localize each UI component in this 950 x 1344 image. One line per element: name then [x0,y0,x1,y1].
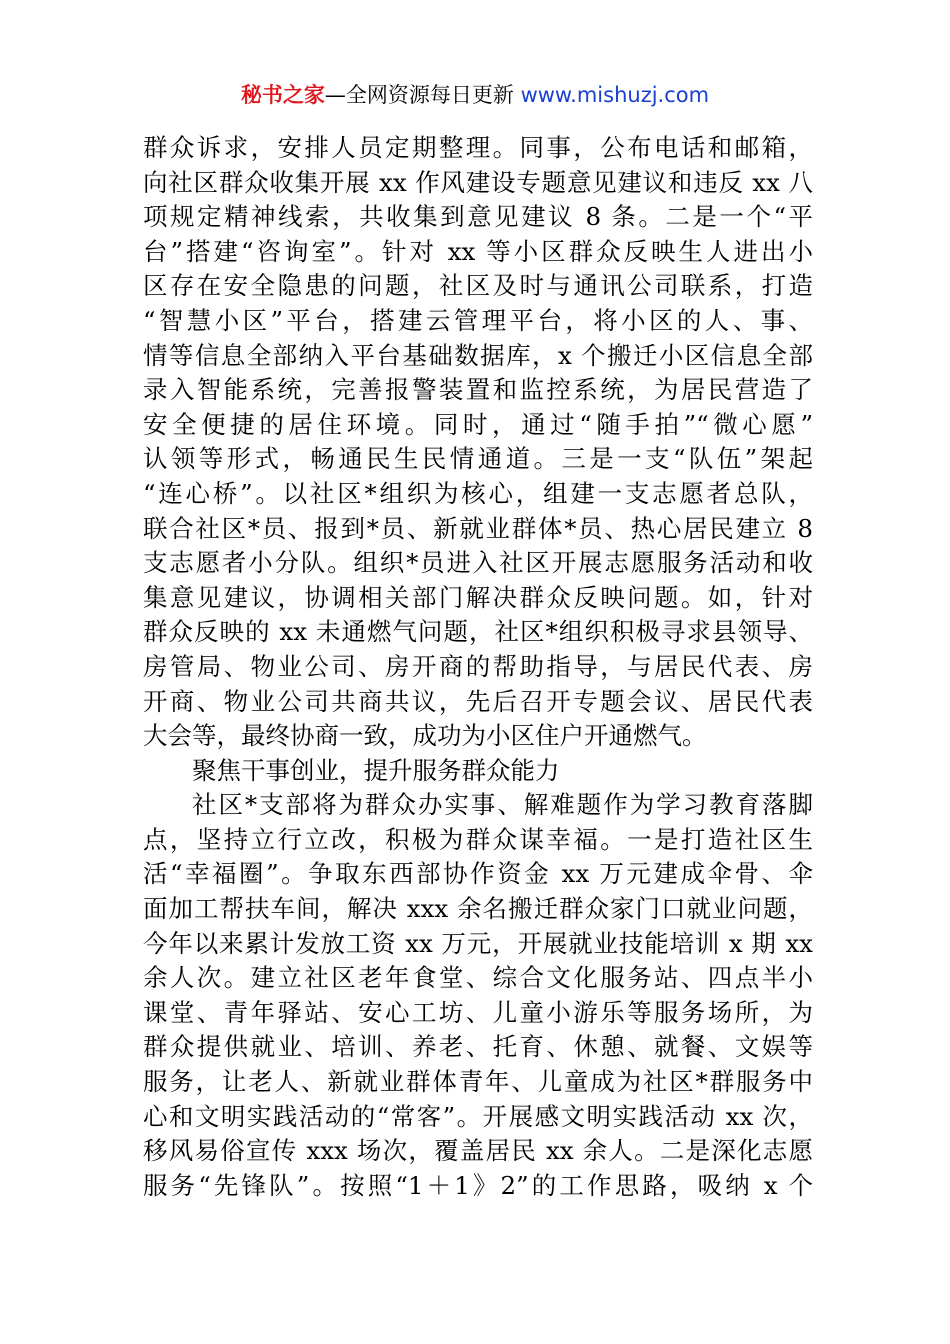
body-text-line: 录入智能系统，完善报警装置和监控系统，为居民营造了 [143,375,813,405]
section-heading: 聚焦干事创业，提升服务群众能力 [192,755,560,785]
document-body [143,131,813,1203]
body-text-line: 安全便捷的居住环境。同时，通过“随手拍”“微心愿” [143,409,813,439]
body-text-line: 课堂、青年驿站、安心工坊、儿童小游乐等服务场所，为 [143,997,813,1027]
brand-name: 秘书之家 [240,83,325,107]
body-text-line: 群众诉求，安排人员定期整理。同事，公布电话和邮箱， [143,133,813,162]
body-text-line: 向社区群众收集开展 xx 作风建设专题意见建议和违反 xx 八 [143,167,813,197]
body-text-line: 活“幸福圈”。争取东西部协作资金 xx 万元建成伞骨、伞 [143,859,813,889]
body-text-line: 余人次。建立社区老年食堂、综合文化服务站、四点半小 [143,963,813,993]
body-text-line: 社区*支部将为群众办实事、解难题作为学习教育落脚 [192,790,813,820]
body-text-line: 面加工帮扶车间，解决 xxx 余名搬迁群众家门口就业问题， [143,894,813,924]
body-text-line: 移风易俗宣传 xxx 场次，覆盖居民 xx 余人。二是深化志愿 [143,1136,813,1166]
body-text-line: 心和文明实践活动的“常客”。开展感文明实践活动 xx 次， [143,1101,813,1131]
body-text-line: 支志愿者小分队。组织*员进入社区开展志愿服务活动和收 [143,548,813,578]
body-text-line: 点，坚持立行立改，积极为群众谋幸福。一是打造社区生 [143,824,813,854]
body-text-line: 服务，让老人、新就业群体青年、儿童成为社区*群服务中 [143,1067,813,1097]
body-text-line: 情等信息全部纳入平台基础数据库，x 个搬迁小区信息全部 [143,340,813,370]
body-text-line: “连心桥”。以社区*组织为核心，组建一支志愿者总队， [143,478,813,508]
body-text-line: 区存在安全隐患的问题，社区及时与通讯公司联系，打造 [143,271,813,301]
body-text-line: 服务“先锋队”。按照“1＋1》2”的工作思路，吸纳 x 个 [143,1170,813,1200]
body-text-line: 认领等形式，畅通民生民情通道。三是一支“队伍”架起 [143,444,813,474]
header-tagline: —全网资源每日更新 [324,83,521,107]
body-text-line: 台”搭建“咨询室”。针对 xx 等小区群众反映生人进出小 [143,236,813,266]
body-text-line: 今年以来累计发放工资 xx 万元，开展就业技能培训 x 期 xx [143,928,813,958]
body-text-line: 开商、物业公司共商共议，先后召开专题会议、居民代表 [143,686,813,716]
site-url-link[interactable]: www.mishuzj.com [520,83,710,107]
body-text-line: “智慧小区”平台，搭建云管理平台，将小区的人、事、 [143,305,813,335]
body-text-line: 群众反映的 xx 未通燃气问题，社区*组织积极寻求县领导、 [143,617,813,647]
body-text-line: 联合社区*员、报到*员、新就业群体*员、热心居民建立 8 [143,513,813,543]
site-header [0,80,950,110]
body-text-line: 房管局、物业公司、房开商的帮助指导，与居民代表、房 [143,651,813,681]
body-text-line: 项规定精神线索，共收集到意见建议 8 条。二是一个“平 [143,202,813,232]
body-text-line: 大会等，最终协商一致，成功为小区住户开通燃气。 [143,721,707,751]
body-text-line: 集意见建议，协调相关部门解决群众反映问题。如，针对 [143,582,813,612]
body-text-line: 群众提供就业、培训、养老、托育、休憩、就餐、文娱等 [143,1032,813,1062]
